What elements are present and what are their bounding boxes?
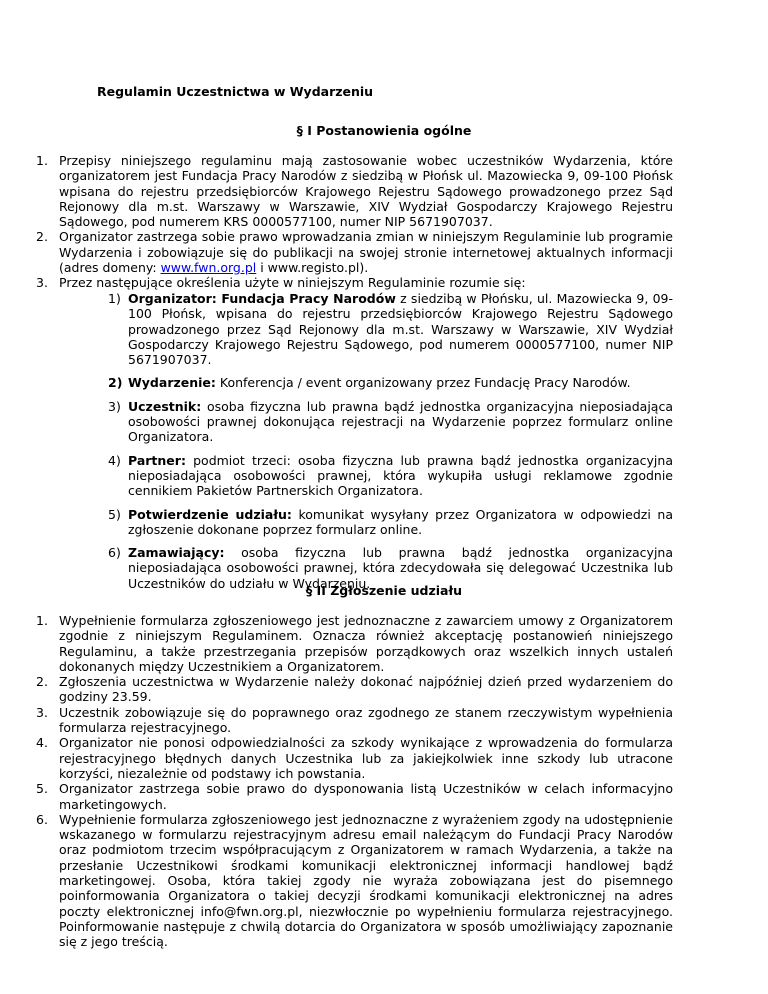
list-item-text: Przez następujące określenia użyte w niniejszym Regulaminie rozumie się: (59, 275, 526, 291)
definition-item (0, 453, 768, 499)
list-item-number: 2. (36, 674, 48, 690)
list-item-text: Organizator nie ponosi odpowiedzialności za szkody wynikające z wprowadzenia do formularza rejestracyjnego błędnych danych Uczestnika lub za jakiejkolwiek inne szkody lub utracone korzyści, niezależnie od podstawy ich powstania. (59, 735, 673, 781)
definition-term: Wydarzenie: (128, 375, 216, 391)
definition-text: komunikat wysyłany przez Organizatora w odpowiedzi na zgłoszenie dokonane poprzez formularz online. (128, 506, 673, 537)
document-title: Regulamin Uczestnictwa w Wydarzeniu (97, 84, 374, 99)
definition-term: Partner: (128, 452, 186, 468)
list-item-text: Organizator zastrzega sobie prawo do dysponowania listą Uczestników w celach informacyjno marketingowych. (59, 781, 673, 812)
list-item-number: 1. (36, 153, 48, 168)
definitions-list (0, 291, 768, 599)
list-item-number: 3. (36, 704, 48, 720)
definition-item (0, 375, 768, 390)
list-item-text: Wypełnienie formularza zgłoszeniowego jest jednoznaczne z wyrażeniem zgody na udostępnienie wskazanego w formularzu rejestracyjnym adresu email należącym do Fundacji Pracy Narodów oraz podmiotom trzecim współpracującym z Organizatorem w ramach Wydarzenia, a także na przesłanie Uczestnikowi środkami komunikacji elektronicznej informacji handlowej bądź marketingowej. Osoba, która takiej zgody nie wyraża zobowiązana jest do pisemnego poinformowania Organizatora o takiej decyzji środkami komunikacji elektronicznej na adres poczty elektronicznej info@fwn.org.pl, niezwłocznie po wypełnieniu formularza rejestracyjnego. Poinformowanie następuje z chwilą dotarcia do Organizatora w sposób umożliwiający zapoznanie się z jego treścią. (59, 811, 673, 950)
list-item-text: Zgłoszenia uczestnictwa w Wydarzenie należy dokonać najpóźniej dzień przed wydarzeniem do godziny 23.59. (59, 674, 673, 705)
section-2-heading: § II Zgłoszenie udziału (305, 583, 463, 598)
definition-item (0, 291, 768, 367)
definition-number: 3) (108, 398, 121, 414)
definition-number: 4) (108, 452, 121, 468)
list-item-text: Organizator zastrzega sobie prawo wprowadzania zmian w niniejszym Regulaminie lub programie Wydarzenia i zobowiązuje się do publikacji na swojej stronie internetowej aktualnych informacji (adres domeny: (59, 229, 673, 276)
definition-term: Zamawiający: (128, 545, 225, 561)
list-item (0, 229, 768, 275)
list-item-number: 2. (36, 229, 48, 245)
section-1-list (0, 153, 768, 291)
list-item-number: 3. (36, 275, 48, 291)
section-1-heading: § I Postanowienia ogólne (296, 123, 472, 138)
list-item-text: Wypełnienie formularza zgłoszeniowego jest jednoznaczne z zawarciem umowy z Organizatorem zgodnie z niniejszym Regulaminem. Oznacza również akceptację postanowień niniejszego Regulaminu, a także przestrzegania przepisów porządkowych oraz wszelkich innych ustaleń dokonanych między Uczestnikiem a Organizatorem. (59, 613, 673, 674)
definition-number: 6) (108, 545, 121, 561)
list-item (0, 735, 768, 781)
definition-term: Uczestnik: (128, 398, 202, 414)
definition-item (0, 507, 768, 538)
list-item-text: Przepisy niniejszego regulaminu mają zastosowanie wobec uczestników Wydarzenia, które organizatorem jest Fundacja Pracy Narodów z siedzibą w Płońsk ul. Mazowiecka 9, 09-100 Płońsk wpisana do rejestru przedsiębiorców Krajowego Rejestru Sądowego prowadzonego przez Sąd Rejonowy dla m.st. Warszawy w Warszawie, XIV Wydział Gospodarczy Krajowego Rejestru Sądowego, pod numerem KRS 0000577100, numer NIP 5671907037. (59, 153, 673, 230)
definition-text: podmiot trzeci: osoba fizyczna lub prawna bądź jednostka organizacyjna nieposiadająca osobowości prawnej, która wykupiła usługi reklamowe zgodnie cennikiem Pakietów Partnerskich Organizatora. (128, 452, 673, 499)
definition-number: 2) (108, 375, 123, 391)
definition-number: 5) (108, 506, 121, 522)
definition-text: z siedzibą w Płońsku, ul. Mazowiecka 9, 09-100 Płońsk, wpisana do rejestru przedsiębiorców Krajowego Rejestru Sądowego prowadzonego przez Sąd Rejonowy dla m.st. Warszawy w Warszawie, XIV Wydział Gospodarczy Krajowego Rejestru Sądowego, pod numerem 0000577100, numer NIP 5671907037. (128, 291, 673, 368)
list-item (0, 613, 768, 674)
list-item-text-end: i www.registo.pl). (256, 260, 369, 276)
definition-text: osoba fizyczna lub prawna bądź jednostka organizacyjna nieposiadająca osobowości prawnej dokonująca rejestracji na Wydarzenie poprzez formularz online Organizatora. (128, 398, 673, 445)
list-item (0, 153, 768, 229)
list-item (0, 705, 768, 736)
definition-text: osoba fizyczna lub prawna bądź jednostka organizacyjna nieposiadająca osobowości prawnej, która zdecydowała się delegować Uczestnika lub Uczestników do udziału w Wydarzeniu. (128, 545, 673, 591)
list-item-number: 5. (36, 781, 48, 797)
list-item (0, 674, 768, 705)
section-2-list (0, 613, 768, 950)
definition-text: Konferencja / event organizowany przez Fundację Pracy Narodów. (215, 375, 631, 391)
definition-item (0, 399, 768, 445)
list-item-number: 4. (36, 735, 48, 751)
definition-term: Organizator: Fundacja Pracy Narodów (128, 291, 396, 306)
list-item-number: 1. (36, 613, 48, 628)
list-item (0, 781, 768, 812)
list-item (0, 812, 768, 950)
list-item (0, 275, 768, 290)
fwn-website-link[interactable]: www.fwn.org.pl (160, 260, 257, 276)
definition-term: Potwierdzenie udziału: (128, 506, 292, 522)
list-item-number: 6. (36, 811, 48, 827)
definition-number: 1) (108, 291, 121, 306)
list-item-text: Uczestnik zobowiązuje się do poprawnego oraz zgodnego ze stanem rzeczywistym wypełnienia formularza rejestracyjnego. (59, 704, 673, 736)
